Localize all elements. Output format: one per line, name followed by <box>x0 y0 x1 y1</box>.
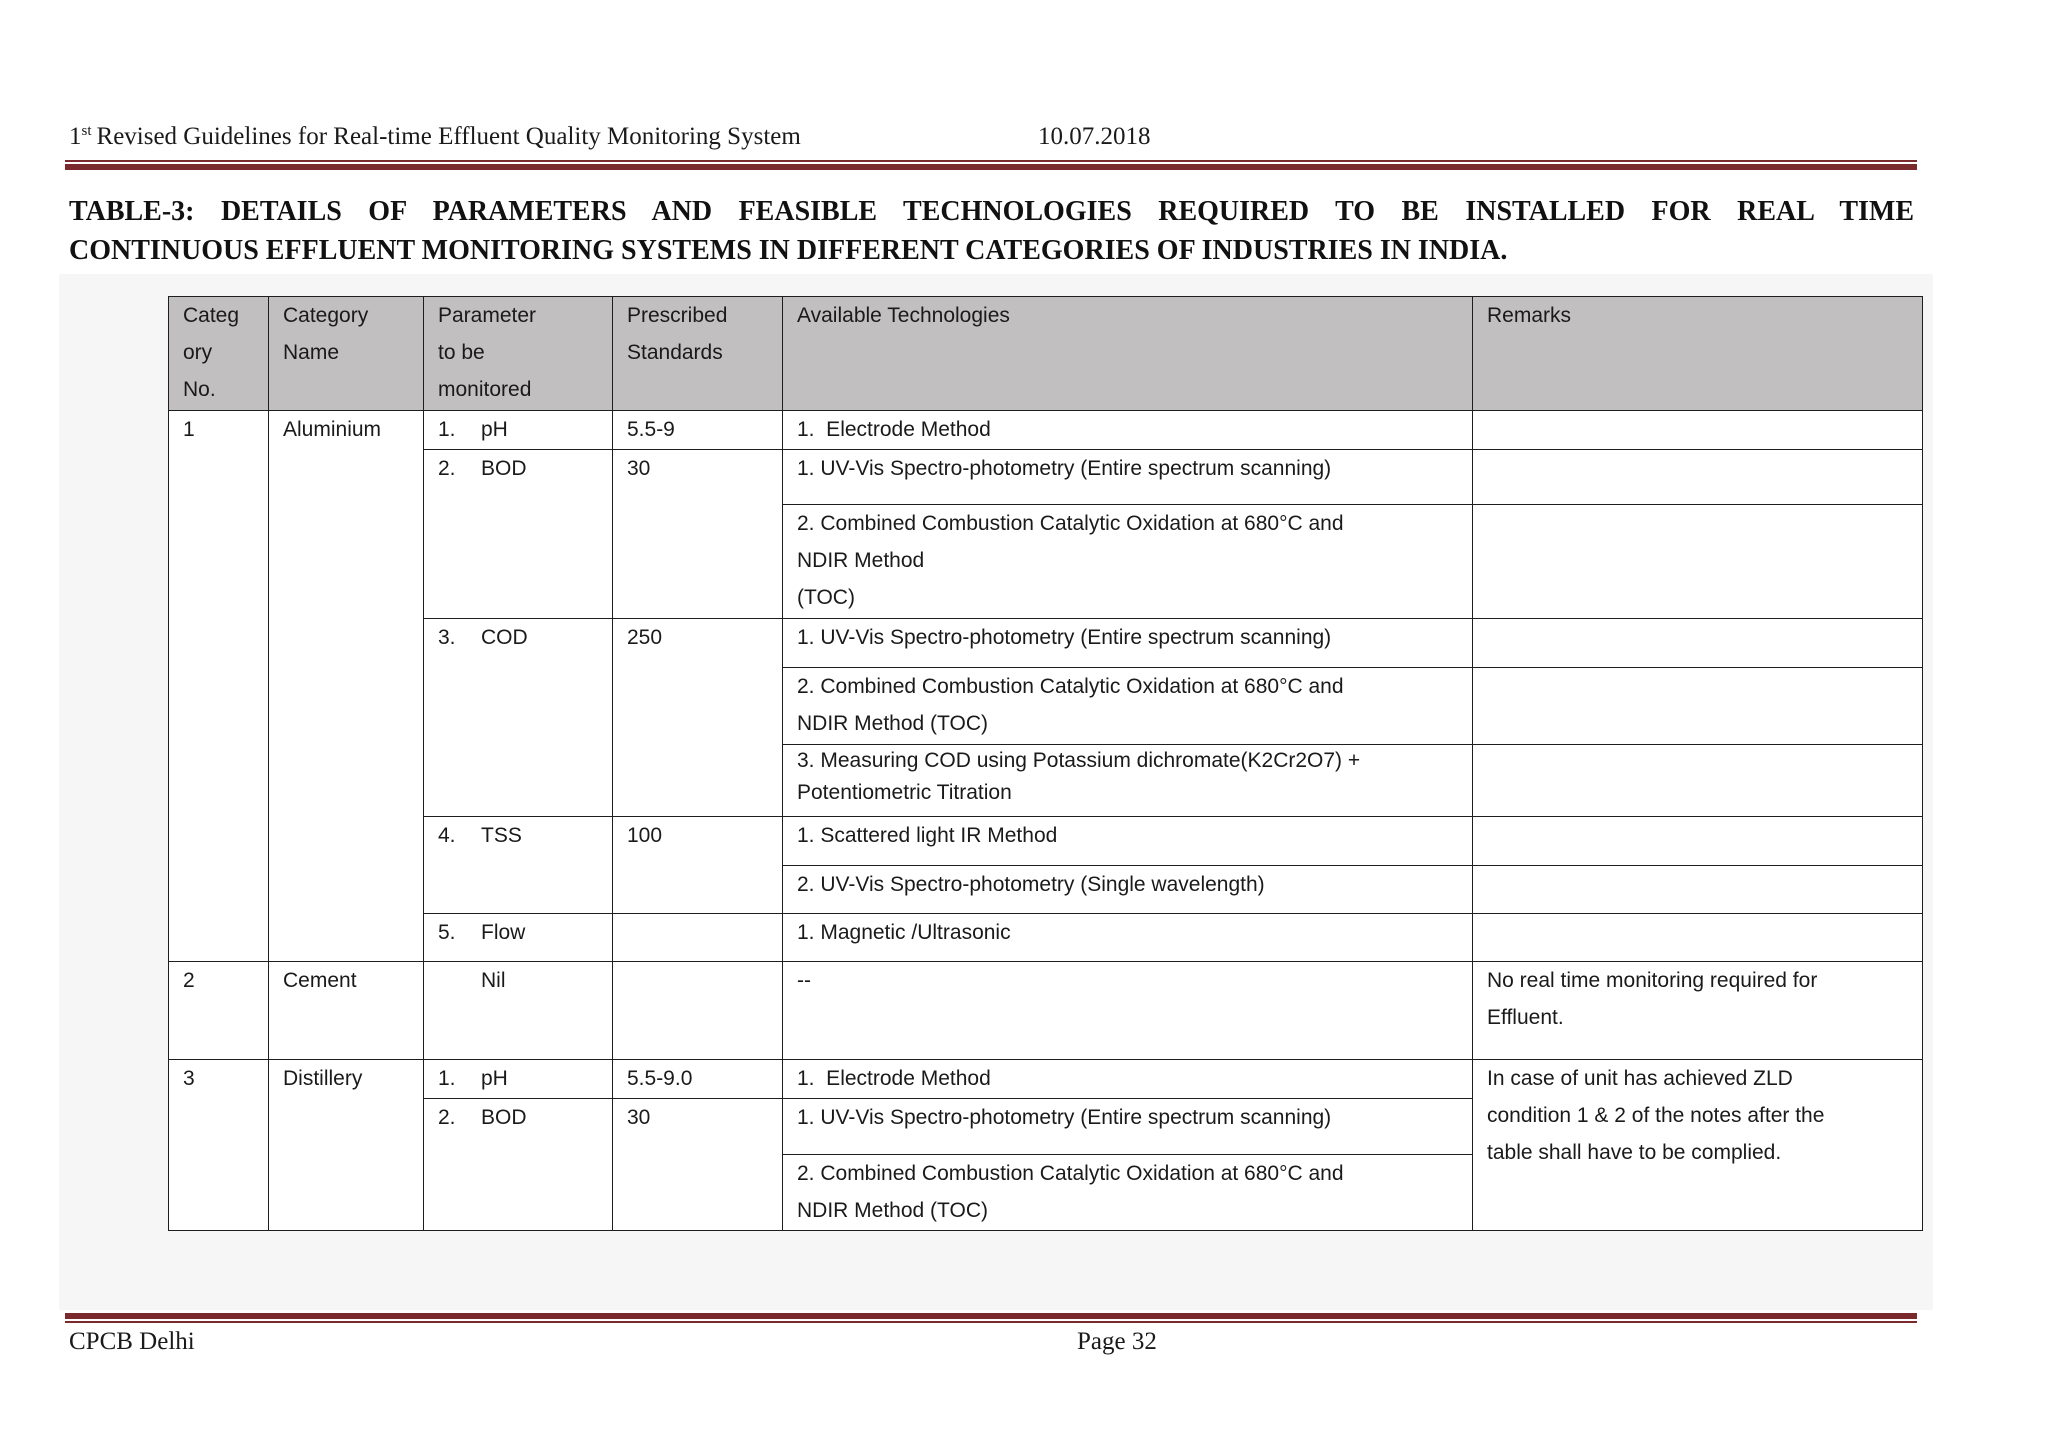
technology-line: 2. Combined Combustion Catalytic Oxidation at 680°C and <box>797 1162 1344 1185</box>
remarks-cell <box>1473 745 1923 817</box>
technology-cell <box>783 866 1473 914</box>
table-title-line-2: CONTINUOUS EFFLUENT MONITORING SYSTEMS IN DIFFERENT CATEGORIES OF INDUSTRIES IN INDIA. <box>69 235 1508 266</box>
table-row <box>169 411 1923 450</box>
technology-line: 1. Electrode Method <box>797 418 991 441</box>
header-line: Remarks <box>1487 304 1572 327</box>
technology-line: NDIR Method <box>797 549 925 572</box>
remarks-cell <box>1473 505 1923 619</box>
parameter-cell <box>424 817 613 914</box>
category-name-cell: Cement <box>269 962 424 1060</box>
running-header <box>69 122 1919 154</box>
header-line: to be <box>438 341 485 364</box>
category-no-cell: 2 <box>169 962 269 1060</box>
header-line: No. <box>183 378 216 401</box>
parameter-cell <box>424 1060 613 1099</box>
remarks-line: No real time monitoring required for <box>1487 969 1818 992</box>
remarks-cell <box>1473 1060 1923 1231</box>
remarks-cell <box>1473 619 1923 668</box>
header-rule-thick <box>65 164 1917 170</box>
remarks-line: Effluent. <box>1487 1006 1564 1029</box>
header-line: Categ <box>183 304 240 327</box>
standard-cell <box>613 914 783 962</box>
category-no-cell: 1 <box>169 411 269 962</box>
parameter-name: Flow <box>481 921 526 944</box>
table-title <box>69 192 1914 270</box>
footer-rule-thin <box>65 1321 1917 1323</box>
technology-cell <box>783 1099 1473 1155</box>
technology-line: 1. Magnetic /Ultrasonic <box>797 921 1011 944</box>
technology-line: NDIR Method (TOC) <box>797 1199 988 1222</box>
parameters-table <box>168 296 1923 1231</box>
parameter-index: 2. <box>438 457 456 480</box>
remarks-cell <box>1473 962 1923 1060</box>
table-title-line-1: TABLE-3: DETAILS OF PARAMETERS AND FEASIBLE TECHNOLOGIES REQUIRED TO BE INSTALLED FOR REAL TIME <box>69 196 1914 227</box>
technology-line: Potentiometric Titration <box>797 781 1012 804</box>
col-header-standards <box>613 297 783 411</box>
parameter-index: 4. <box>438 824 456 847</box>
parameter-index: 5. <box>438 921 456 944</box>
remarks-line: table shall have to be complied. <box>1487 1141 1782 1164</box>
technology-cell <box>783 1060 1473 1099</box>
parameter-name: Nil <box>481 969 506 992</box>
parameter-name: TSS <box>481 824 522 847</box>
header-line: Name <box>283 341 340 364</box>
header-title-text: Revised Guidelines for Real-time Effluent Quality Monitoring System <box>96 123 801 150</box>
parameter-name: BOD <box>481 457 527 480</box>
parameter-cell <box>424 1099 613 1231</box>
table-row <box>169 962 1923 1060</box>
header-line: Standards <box>627 341 723 364</box>
header-title <box>69 122 801 152</box>
parameter-index: 1. <box>438 1067 456 1090</box>
parameter-cell <box>424 450 613 619</box>
col-header-remarks <box>1473 297 1923 411</box>
table-header-row <box>169 297 1923 411</box>
col-header-technologies <box>783 297 1473 411</box>
parameter-index: 3. <box>438 626 456 649</box>
technology-line: (TOC) <box>797 586 855 609</box>
header-line: Available Technologies <box>797 304 1010 327</box>
table-row <box>169 817 1923 866</box>
standard-cell: 5.5-9.0 <box>613 1060 783 1099</box>
technology-line: 2. Combined Combustion Catalytic Oxidation at 680°C and <box>797 675 1344 698</box>
footer-organization: CPCB Delhi <box>69 1328 195 1355</box>
technology-cell <box>783 1155 1473 1231</box>
col-header-category-no <box>169 297 269 411</box>
parameter-index: 1. <box>438 418 456 441</box>
col-header-category-name <box>269 297 424 411</box>
header-edition-number: 1 <box>69 123 82 150</box>
parameter-name: pH <box>481 1067 508 1090</box>
header-line: Category <box>283 304 369 327</box>
technology-cell <box>783 962 1473 1060</box>
standard-cell: 100 <box>613 817 783 914</box>
technology-line: 3. Measuring COD using Potassium dichromate(K2Cr2O7) + <box>797 749 1361 772</box>
technology-line: 2. Combined Combustion Catalytic Oxidation at 680°C and <box>797 512 1344 535</box>
table-row <box>169 914 1923 962</box>
technology-line: 1. Electrode Method <box>797 1067 991 1090</box>
table-row <box>169 619 1923 668</box>
header-line: Parameter <box>438 304 537 327</box>
technology-cell <box>783 745 1473 817</box>
header-line: ory <box>183 341 213 364</box>
table-row <box>169 450 1923 505</box>
technology-cell <box>783 505 1473 619</box>
parameter-name: BOD <box>481 1106 527 1129</box>
standard-cell <box>613 962 783 1060</box>
technology-line: 1. UV-Vis Spectro-photometry (Entire spectrum scanning) <box>797 457 1332 480</box>
technology-line: 1. UV-Vis Spectro-photometry (Entire spectrum scanning) <box>797 1106 1332 1129</box>
remarks-cell <box>1473 450 1923 505</box>
col-header-parameter <box>424 297 613 411</box>
technology-cell <box>783 411 1473 450</box>
running-footer <box>69 1327 1919 1359</box>
standard-cell: 30 <box>613 1099 783 1231</box>
header-date: 10.07.2018 <box>1038 123 1151 150</box>
parameter-cell <box>424 619 613 817</box>
parameter-cell <box>424 914 613 962</box>
header-rule-thin <box>65 160 1917 162</box>
category-name-cell: Aluminium <box>269 411 424 962</box>
standard-cell: 5.5-9 <box>613 411 783 450</box>
remarks-cell <box>1473 817 1923 866</box>
footer-rule-thick <box>65 1313 1917 1319</box>
header-edition-suffix: st <box>81 123 92 139</box>
standard-cell: 30 <box>613 450 783 619</box>
parameter-cell <box>424 411 613 450</box>
remarks-line: condition 1 & 2 of the notes after the <box>1487 1104 1825 1127</box>
technology-cell <box>783 450 1473 505</box>
technology-line: 1. Scattered light IR Method <box>797 824 1058 847</box>
technology-cell <box>783 668 1473 745</box>
technology-line: NDIR Method (TOC) <box>797 712 988 735</box>
remarks-line: In case of unit has achieved ZLD <box>1487 1067 1793 1090</box>
remarks-cell <box>1473 668 1923 745</box>
page-number: Page 32 <box>1077 1328 1157 1355</box>
technology-cell <box>783 914 1473 962</box>
category-no-cell: 3 <box>169 1060 269 1231</box>
remarks-cell <box>1473 914 1923 962</box>
technology-line: 2. UV-Vis Spectro-photometry (Single wavelength) <box>797 873 1265 896</box>
standard-cell: 250 <box>613 619 783 817</box>
technology-cell <box>783 619 1473 668</box>
header-line: Prescribed <box>627 304 728 327</box>
remarks-cell <box>1473 411 1923 450</box>
parameter-cell <box>424 962 613 1060</box>
technology-line: 1. UV-Vis Spectro-photometry (Entire spectrum scanning) <box>797 626 1332 649</box>
parameter-index: 2. <box>438 1106 456 1129</box>
parameter-name: COD <box>481 626 528 649</box>
category-name-cell: Distillery <box>269 1060 424 1231</box>
parameter-name: pH <box>481 418 508 441</box>
technology-cell <box>783 817 1473 866</box>
header-line: monitored <box>438 378 532 401</box>
table-row <box>169 1060 1923 1099</box>
remarks-cell <box>1473 866 1923 914</box>
technology-line: -- <box>797 969 811 992</box>
